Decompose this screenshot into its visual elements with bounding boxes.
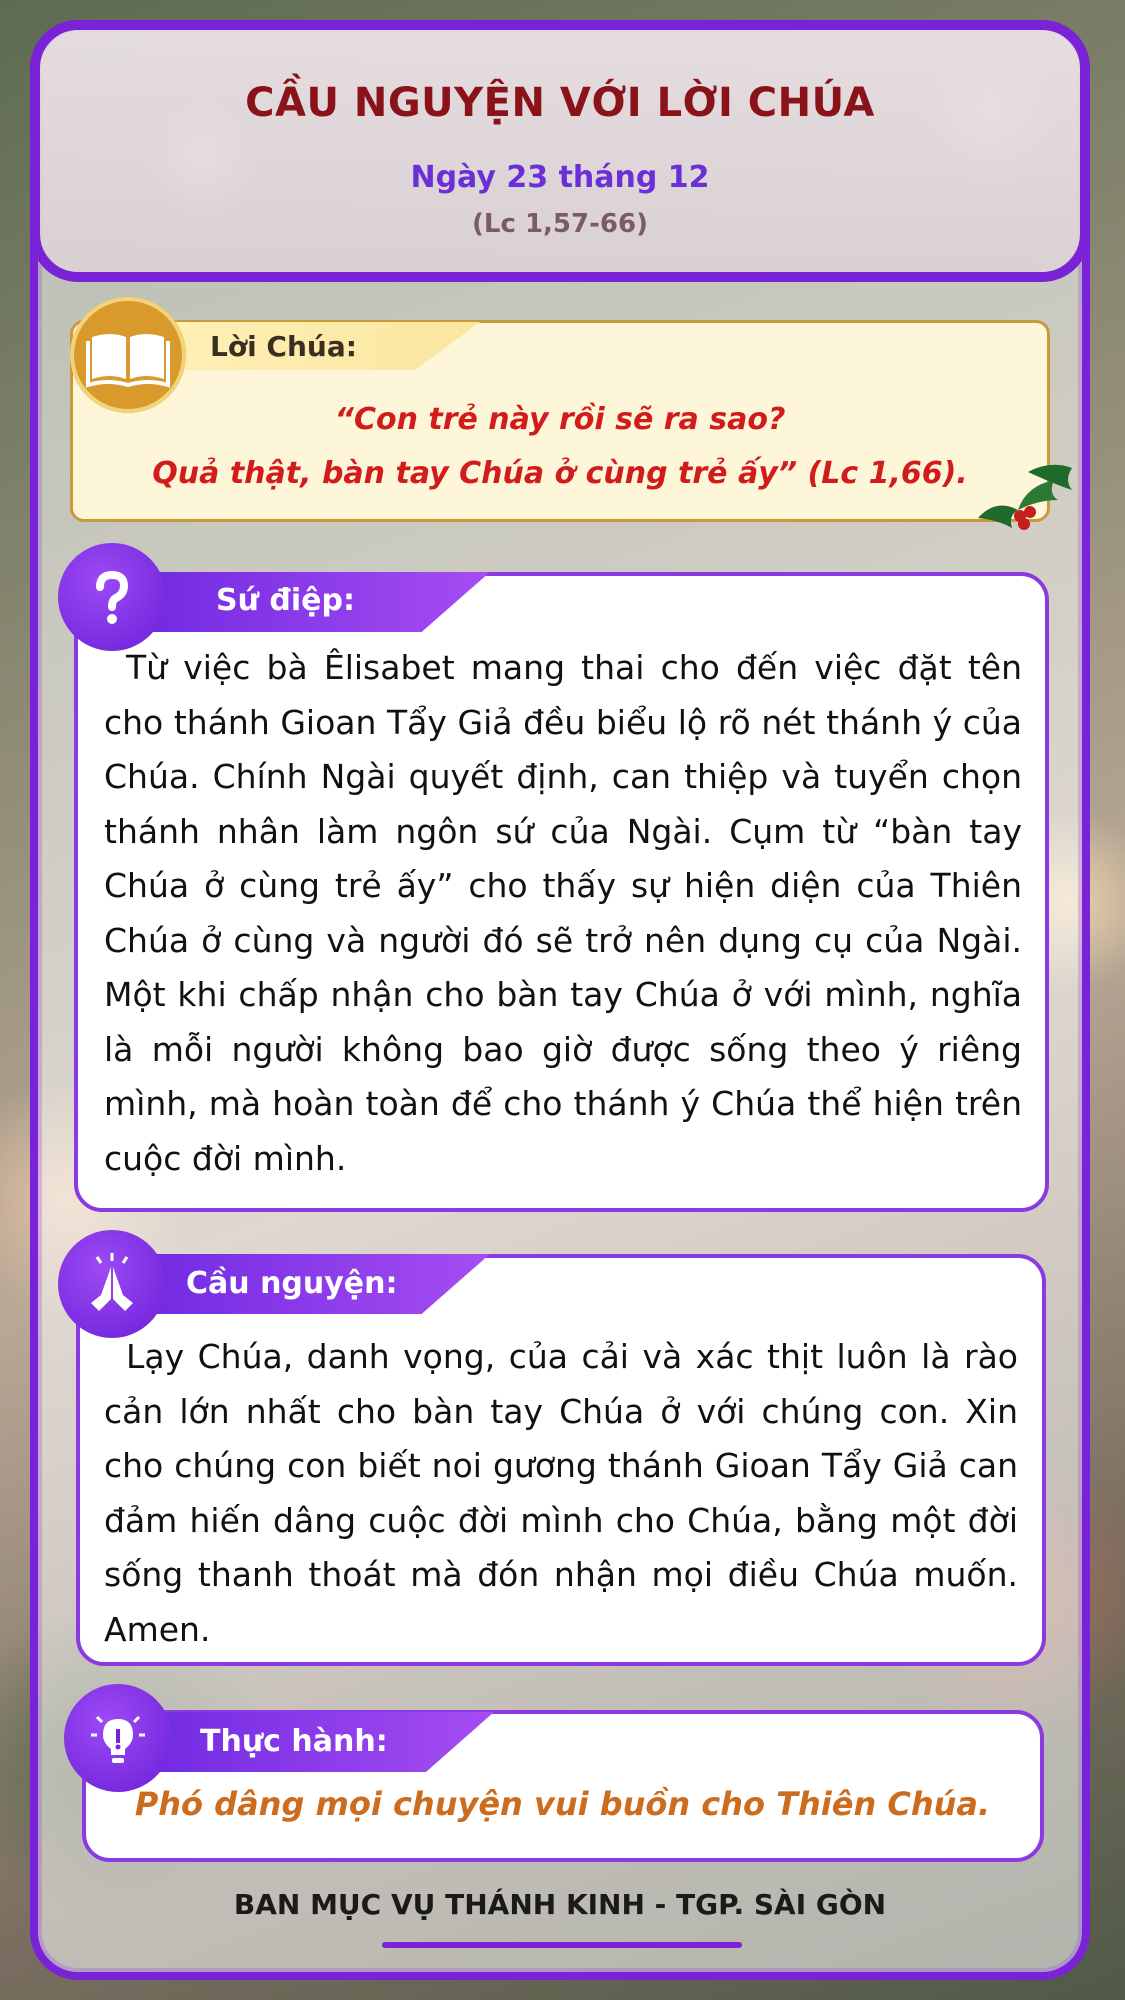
practice-text: Phó dâng mọi chuyện vui buồn cho Thiên Chúa. bbox=[134, 1785, 991, 1823]
prayer-text: Lạy Chúa, danh vọng, của cải và xác thịt luôn là rào cản lớn nhất cho bàn tay Chúa ở với chúng con. Xin cho chúng con biết noi gương thánh Gioan Tẩy Giả can đảm hiến dâng cuộc đời mình cho Chúa, bằng một đời sống thanh thoát mà đón nhận mọi điều Chúa muốn. Amen. bbox=[104, 1337, 1018, 1649]
practice-label: Thực hành: bbox=[200, 1724, 388, 1759]
question-icon bbox=[58, 543, 166, 651]
message-label: Sứ điệp: bbox=[216, 583, 355, 618]
page-title: CẦU NGUYỆN VỚI LỜI CHÚA bbox=[245, 80, 875, 126]
scripture-reference: (Lc 1,57-66) bbox=[472, 209, 648, 239]
quote-line: “Con trẻ này rồi sẽ ra sao? bbox=[334, 402, 786, 437]
message-text: Từ việc bà Êlisabet mang thai cho đến việc đặt tên cho thánh Gioan Tẩy Giả đều biểu lộ rõ nét thánh ý của Chúa. Chính Ngài quyết định, can thiệp và tuyển chọn thánh nhân làm ngôn sứ của Ngài. Cụm từ “bàn tay Chúa ở cùng trẻ ấy” cho thấy sự hiện diện của Thiên Chúa ở cùng và người đó sẽ trở nên dụng cụ của Ngài. Một khi chấp nhận cho bàn tay Chúa ở với mình, nghĩa là mỗi người không bao giờ được sống theo ý riêng mình, mà hoàn toàn để cho thánh ý Chúa thể hiện trên cuộc đời mình. bbox=[104, 648, 1022, 1178]
footer-credit: BAN MỤC VỤ THÁNH KINH - TGP. SÀI GÒN bbox=[233, 1888, 887, 1921]
lightbulb-icon bbox=[64, 1684, 172, 1792]
word-of-god-quote bbox=[90, 393, 1030, 501]
holly-icon bbox=[968, 458, 1080, 542]
quote-line: Quả thật, bàn tay Chúa ở cùng trẻ ấy” (Lc 1,66). bbox=[152, 456, 968, 491]
header-banner bbox=[30, 20, 1090, 282]
word-of-god-label: Lời Chúa: bbox=[210, 330, 357, 363]
date-label: Ngày 23 tháng 12 bbox=[410, 160, 710, 195]
footer-divider bbox=[382, 1942, 742, 1948]
prayer-label: Cầu nguyện: bbox=[186, 1266, 398, 1301]
praying-hands-icon bbox=[58, 1230, 166, 1338]
